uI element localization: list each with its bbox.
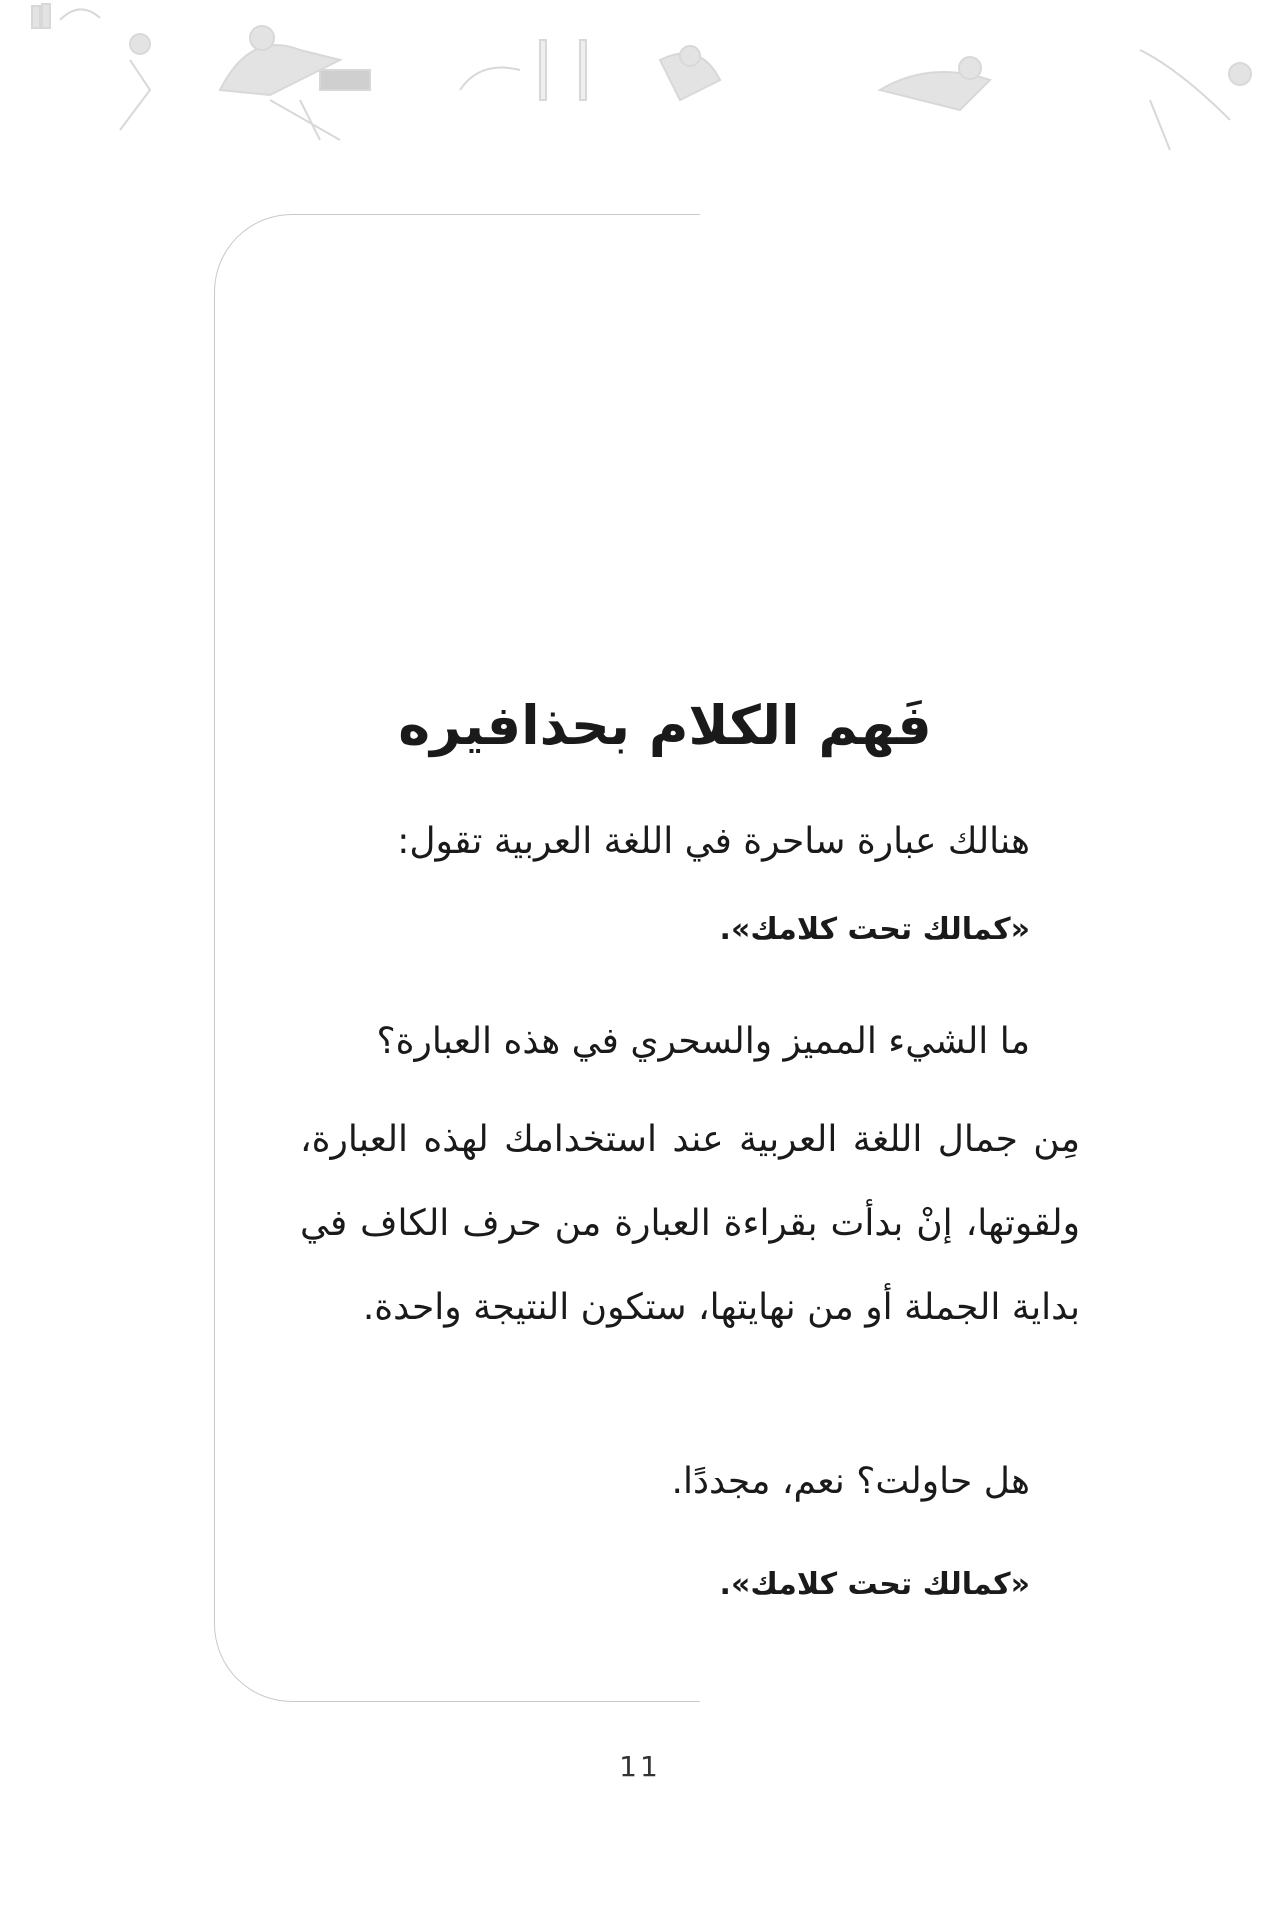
page-title: فَهم الكلام بحذافيره [398, 694, 932, 758]
quote-block-2 [300, 1555, 1030, 1615]
quote-text-1: «كمالك تحت كلامك». [719, 912, 1030, 947]
explanation-text: مِن جمال اللغة العربية عند استخدامك لهذه العبارة، ولقوتها، إنْ بدأت بقراءة العبارة من حرف الكاف في بداية الجملة أو من نهايتها، ستكون النتيجة واحدة. [300, 1119, 1080, 1328]
quote-block-1 [300, 900, 1030, 960]
try-again-text: هل حاولت؟ نعم، مجددًا. [671, 1461, 1030, 1502]
explanation-block [300, 1098, 1080, 1350]
page-number: 11 [619, 1750, 661, 1783]
try-again-line [300, 1440, 1030, 1524]
header-illustration [0, 0, 1280, 160]
question-line [300, 1000, 1030, 1084]
intro-text: هنالك عبارة ساحرة في اللغة العربية تقول: [397, 821, 1030, 862]
intro-line [300, 800, 1030, 884]
book-icon [32, 6, 40, 28]
quote-text-2: «كمالك تحت كلامك». [719, 1567, 1030, 1602]
question-text: ما الشيء المميز والسحري في هذه العبارة؟ [376, 1021, 1030, 1062]
